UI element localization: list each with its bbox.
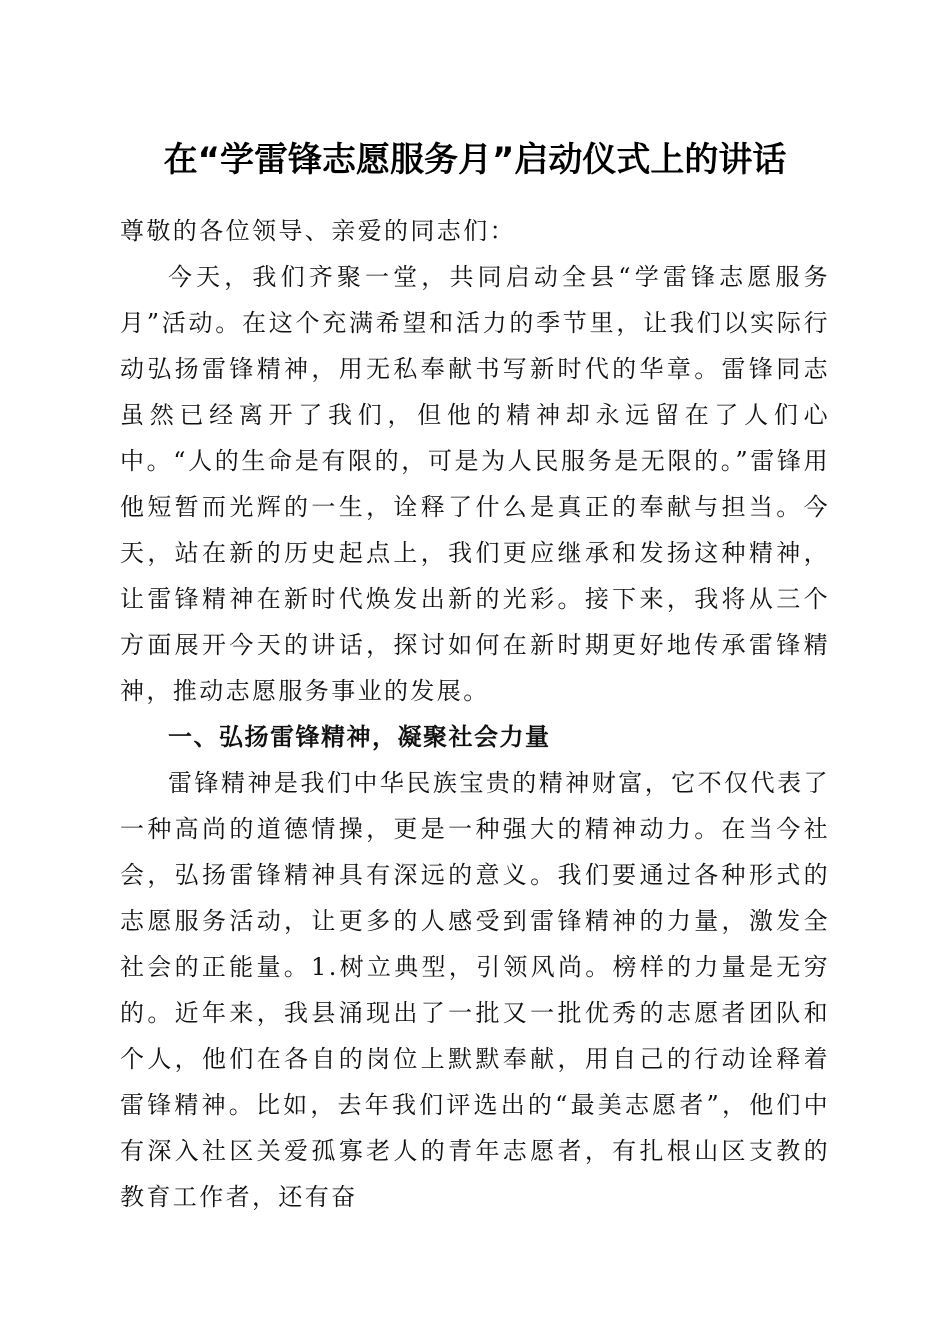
document-title: 在“学雷锋志愿服务月”启动仪式上的讲话 (163, 140, 787, 180)
document-body (120, 208, 830, 1220)
paragraph-section-1: 雷锋精神是我们中华民族宝贵的精神财富，它不仅代表了一种高尚的道德情操，更是一种强大的精神动力。在当今社会，弘扬雷锋精神具有深远的意义。我们要通过各种形式的志愿服务活动，让更多的人感受到雷锋精神的力量，激发全社会的正能量。1.树立典型，引领风尚。榜样的力量是无穷的。近年来，我县涌现出了一批又一批优秀的志愿者团队和个人，他们在各自的岗位上默默奉献，用自己的行动诠释着雷锋精神。比如，去年我们评选出的“最美志愿者”，他们中有深入社区关爱孤寡老人的青年志愿者，有扎根山区支教的教育工作者，还有奋 (120, 769, 830, 1211)
greeting-line: 尊敬的各位领导、亲爱的同志们： (120, 217, 516, 245)
paragraph-opening: 今天，我们齐聚一堂，共同启动全县“学雷锋志愿服务月”活动。在这个充满希望和活力的季节里，让我们以实际行动弘扬雷锋精神，用无私奉献书写新时代的华章。雷锋同志虽然已经离开了我们，但他的精神却永远留在了人们心中。“人的生命是有限的，可是为人民服务是无限的。”雷锋用他短暂而光辉的一生，诠释了什么是真正的奉献与担当。今天，站在新的历史起点上，我们更应继承和发扬这种精神，让雷锋精神在新时代焕发出新的光彩。接下来，我将从三个方面展开今天的讲话，探讨如何在新时期更好地传承雷锋精神，推动志愿服务事业的发展。 (120, 263, 830, 705)
section-heading-1: 一、弘扬雷锋精神，凝聚社会力量 (168, 723, 551, 751)
